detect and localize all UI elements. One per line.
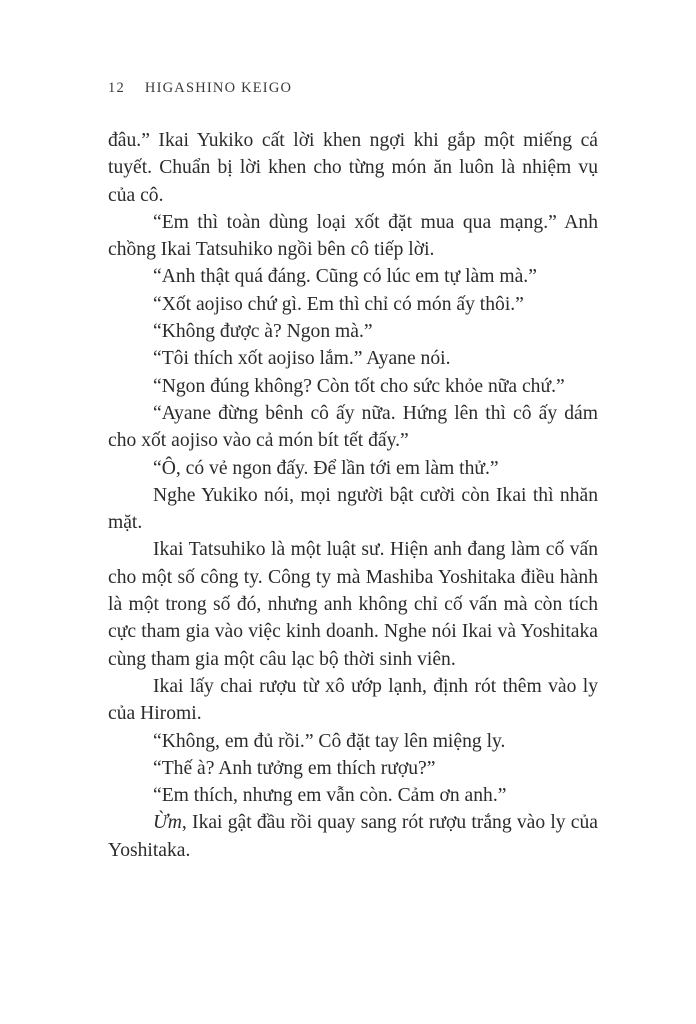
paragraph: “Em thì toàn dùng loại xốt đặt mua qua mạng.” Anh chồng Ikai Tatsuhiko ngồi bên cô tiếp lời. [108, 211, 598, 261]
paragraph: “Ayane đừng bênh cô ấy nữa. Hứng lên thì cô ấy dám cho xốt aojiso vào cả món bít tết đấy.” [108, 402, 598, 452]
paragraph-last [108, 809, 598, 864]
body-text [108, 127, 598, 864]
paragraph: “Thế à? Anh tưởng em thích rượu?” [153, 757, 436, 779]
paragraph: Ikai Tatsuhiko là một luật sư. Hiện anh đang làm cố vấn cho một số công ty. Công ty mà Mashiba Yoshitaka điều hành là một trong số đó, nhưng anh không chỉ cố vấn mà còn tích cực tham gia vào việc kinh doanh. Nghe nói Ikai và Yoshitaka cùng tham gia một câu lạc bộ thời sinh viên. [108, 539, 598, 670]
paragraph: đâu.” Ikai Yukiko cất lời khen ngợi khi gắp một miếng cá tuyết. Chuẩn bị lời khen cho từng món ăn luôn là nhiệm vụ của cô. [108, 130, 598, 206]
paragraph: “Không, em đủ rồi.” Cô đặt tay lên miệng ly. [153, 730, 506, 752]
paragraph: “Ô, có vẻ ngon đấy. Để lần tới em làm thử.” [153, 457, 499, 479]
paragraph-rest: , Ikai gật đầu rồi quay sang rót rượu trắng vào ly của Yoshitaka. [108, 812, 598, 861]
paragraph: Nghe Yukiko nói, mọi người bật cười còn Ikai thì nhăn mặt. [108, 484, 598, 534]
page-number: 12 [108, 80, 125, 96]
paragraph: “Em thích, nhưng em vẫn còn. Cảm ơn anh.” [153, 785, 507, 807]
author-name: HIGASHINO KEIGO [144, 80, 293, 96]
italic-word: Ừm [153, 812, 182, 834]
paragraph: Ikai lấy chai rượu từ xô ướp lạnh, định rót thêm vào ly của Hiromi. [108, 675, 598, 725]
running-header [108, 80, 292, 97]
paragraph: “Không được à? Ngon mà.” [153, 321, 373, 343]
paragraph: “Ngon đúng không? Còn tốt cho sức khỏe nữa chứ.” [153, 375, 565, 397]
paragraph: “Xốt aojiso chứ gì. Em thì chỉ có món ấy thôi.” [153, 293, 524, 315]
paragraph: “Anh thật quá đáng. Cũng có lúc em tự làm mà.” [153, 266, 537, 288]
paragraph: “Tôi thích xốt aojiso lắm.” Ayane nói. [153, 348, 451, 370]
